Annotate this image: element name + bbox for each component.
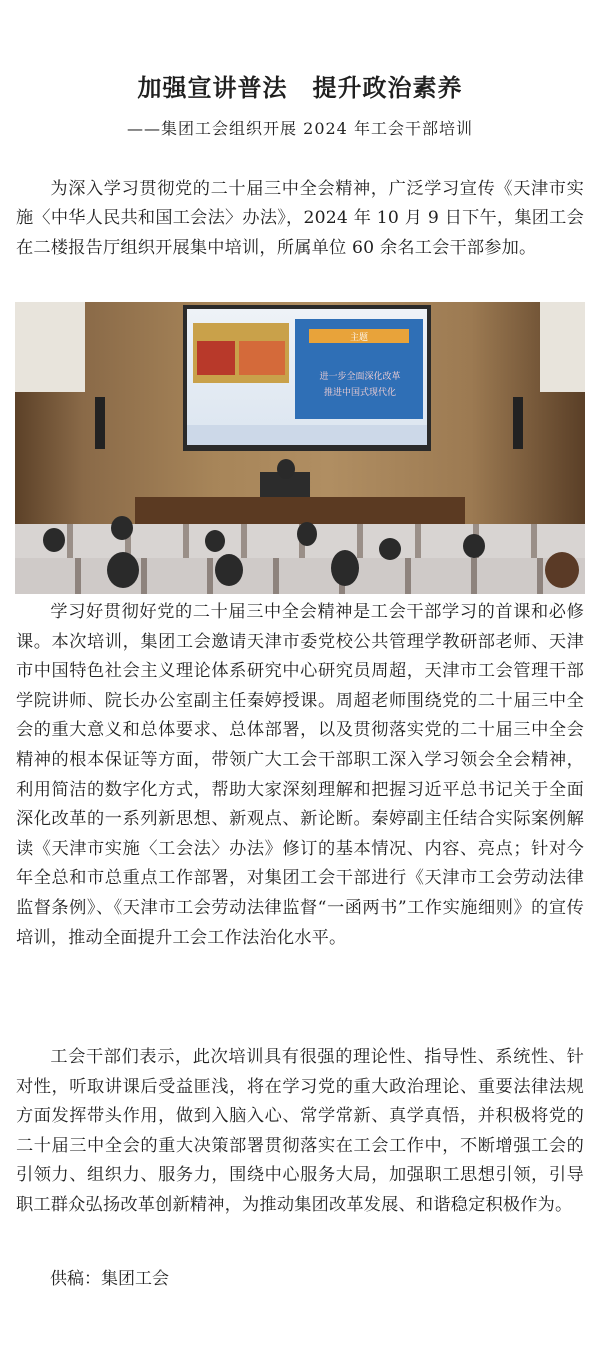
article-subtitle: ——集团工会组织开展 2024 年工会干部培训 <box>127 119 473 138</box>
photo-wall-panel-right <box>540 302 585 392</box>
slide-image-1 <box>197 341 235 375</box>
projection-screen <box>183 305 431 451</box>
speaker-left-icon <box>95 397 105 449</box>
paragraph-training-content: 学习好贯彻好党的二十届三中全会精神是工会干部学习的首课和必修课。本次培训，集团工会邀请天津市委党校公共管理学教研部老师、天津市中国特色社会主义理论体系研究中心研究员周超，天津市工会管理干部学院讲师、院长办公室副主任秦婷授课。周超老师围绕党的二十届三中全会的重大意义和总体要求、总体部署，以及贯彻落实党的二十届三中全会精神的根本保证等方面，带领广大工会干部职工深入学习领会全会精神，利用简洁的数字化方式，帮助大家深刻理解和把握习近平总书记关于全面深化改革的一系列新思想、新观点、新论断。秦婷副主任结合实际案例解读《天津市实施〈工会法〉办法》修订的基本情况、内容、亮点；针对今年全总和市总重点工作部署，对集团工会干部进行《天津市工会劳动法律监督条例》、《天津市工会劳动法律监督“一函两书”工作实施细则》的宣传培训，推动全面提升工会工作法治化水平。 <box>16 602 584 948</box>
audience-head <box>43 528 65 552</box>
speaker-table <box>135 497 465 527</box>
slide-line-2: 推进中国式现代化 <box>323 388 396 398</box>
audience-head <box>331 550 359 586</box>
slide-footer-band <box>187 425 427 445</box>
audience-head <box>111 516 133 540</box>
audience-head <box>545 552 579 588</box>
audience-head <box>379 538 401 560</box>
paragraph-intro: 为深入学习贯彻党的二十届三中全会精神，广泛学习宣传《天津市实施〈中华人民共和国工会法〉办法》，2024 年 10 月 9 日下午，集团工会在二楼报告厅组织开展集中培训，所属单位 60 余名工会干部参加。 <box>16 179 584 258</box>
slide-tag-text: 主题 <box>349 333 368 343</box>
seat-row-2 <box>15 558 585 594</box>
slide-image-2 <box>239 341 285 375</box>
slide-tag <box>309 329 409 343</box>
speaker-head <box>277 459 295 479</box>
paragraph-feedback: 工会干部们表示，此次培训具有很强的理论性、指导性、系统性、针对性，听取讲课后受益匪浅，将在学习党的重大政治理论、重要法律法规方面发挥带头作用，做到入脑入心、常学常新、真学真悟，并积极将党的二十届三中全会的重大决策部署贯彻落实在工会工作中，不断增强工会的引领力、组织力、服务力，围绕中心服务大局，加强职工思想引领，引导职工群众弘扬改革创新精神，为推动集团改革发展、和谐稳定积极作为。 <box>16 1047 584 1215</box>
photo-wall-panel-left <box>15 302 85 392</box>
training-photo <box>15 302 585 594</box>
audience-head <box>463 534 485 558</box>
article-source: 供稿：集团工会 <box>50 1269 169 1289</box>
speaker-right-icon <box>513 397 523 449</box>
audience-head <box>205 530 225 552</box>
slide-line-1: 进一步全面深化改革 <box>319 372 401 382</box>
projected-slide <box>187 309 427 445</box>
audience-head <box>297 522 317 546</box>
slide-image-block <box>193 323 289 383</box>
article-title: 加强宣讲普法 提升政治素养 <box>137 73 463 102</box>
audience-head <box>107 552 139 588</box>
audience-head <box>215 554 243 586</box>
slide-theme-panel <box>295 319 423 419</box>
